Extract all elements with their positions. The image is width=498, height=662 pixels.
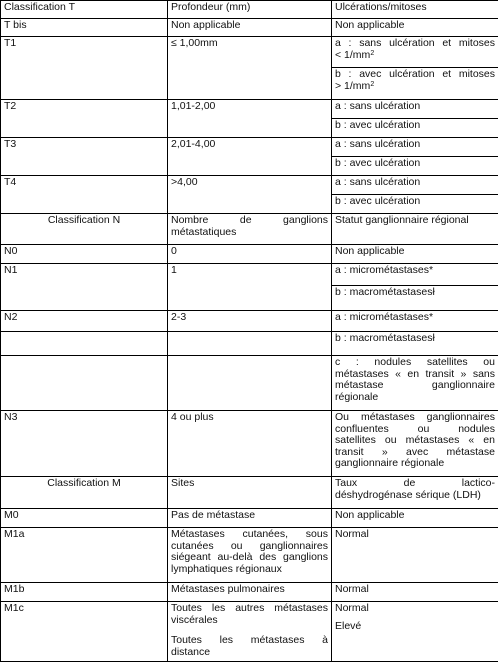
superscript: 2 — [370, 81, 374, 88]
status-line: c : nodules satellites ou — [335, 357, 495, 369]
table-row-m1b — [1, 583, 498, 602]
n-count: 2-3 — [168, 311, 332, 332]
n-header-row — [1, 214, 498, 245]
table-row-n0 — [1, 245, 498, 264]
m-ldh: Non applicable — [332, 509, 498, 528]
status-line-end — [335, 81, 495, 93]
m-label: M1a — [1, 528, 168, 583]
t-label: T1 — [1, 37, 168, 100]
table-row-n1a — [1, 264, 498, 286]
t-header-row — [1, 1, 498, 19]
n-label: N2 — [1, 311, 168, 332]
m-site — [168, 528, 332, 583]
m-site: Pas de métastase — [168, 509, 332, 528]
table-row-t1a — [1, 37, 498, 68]
n-count: 4 ou plus — [168, 411, 332, 477]
table-row-n2a — [1, 311, 498, 332]
header-line: Nombre de ganglions — [171, 215, 328, 227]
t-status-a: a : sans ulcération — [332, 176, 498, 195]
table-row-m0 — [1, 509, 498, 528]
table-row-t2a — [1, 100, 498, 119]
n-label: N0 — [1, 245, 168, 264]
status-line: métastase ganglionnaire — [335, 380, 495, 392]
t-depth: >4,00 — [168, 176, 332, 214]
ldh-value: Normal — [335, 602, 369, 614]
t-status-a: a : sans ulcération — [332, 138, 498, 157]
t-label: T3 — [1, 138, 168, 176]
n-header-status: Statut ganglionnaire régional — [332, 214, 498, 245]
n-status: Non applicable — [332, 245, 498, 264]
n-status-c — [332, 356, 498, 411]
m-header-ldh — [332, 477, 498, 509]
m-ldh: Normal — [332, 528, 498, 583]
n-header-count — [168, 214, 332, 245]
status-line: régionale — [335, 392, 495, 404]
t-label: T2 — [1, 100, 168, 138]
superscript: 2 — [370, 50, 374, 57]
m-header-sites: Sites — [168, 477, 332, 509]
n-header-classification: Classification N — [1, 214, 168, 245]
site-line: cutanées ou ganglionnaires — [171, 541, 328, 553]
status-line: satellites ou métastases « en — [335, 435, 495, 447]
table-row-m1c — [1, 602, 498, 662]
empty-cell — [1, 356, 168, 411]
m-label: M1c — [1, 602, 168, 662]
t-status-a: a : sans ulcération — [332, 100, 498, 119]
t-depth: 1,01-2,00 — [168, 100, 332, 138]
site-line: Métastases cutanées, sous — [171, 529, 328, 541]
status-line: a : sans ulcération et mitoses — [335, 38, 495, 50]
table-row-tbis — [1, 19, 498, 37]
table-row-n3 — [1, 411, 498, 477]
t-header-classification: Classification T — [1, 1, 168, 19]
t-status-b: b : avec ulcération — [332, 119, 498, 138]
t-label: T bis — [1, 19, 168, 37]
header-line: déshydrogénase sérique (LDH) — [335, 490, 495, 502]
empty-cell — [168, 356, 332, 411]
t-header-depth: Profondeur (mm) — [168, 1, 332, 19]
site-line: Toutes les métastases à — [171, 635, 328, 647]
t-header-ulcerations: Ulcérations/mitoses — [332, 1, 498, 19]
table-row-t4a — [1, 176, 498, 195]
n-status-a: a : micrométastases* — [332, 311, 498, 332]
status-text: < 1/mm — [335, 49, 370, 61]
site-line: viscérales — [171, 615, 328, 627]
header-line: métastatiques — [171, 227, 328, 239]
table-row-n2b — [1, 332, 498, 356]
table-row-t3a — [1, 138, 498, 157]
n-label: N3 — [1, 411, 168, 477]
n-count: 1 — [168, 264, 332, 311]
n-count: 0 — [168, 245, 332, 264]
t-depth: 2,01-4,00 — [168, 138, 332, 176]
m-site: Métastases pulmonaires — [168, 583, 332, 602]
t-depth: Non applicable — [168, 19, 332, 37]
t-status-b: b : avec ulcération — [332, 157, 498, 176]
m-site — [168, 602, 332, 662]
m-label: M0 — [1, 509, 168, 528]
empty-cell — [168, 332, 332, 356]
status-line: confluentes ou nodules — [335, 424, 495, 436]
n-status — [332, 411, 498, 477]
site-line: siégeant au-delà des ganglions — [171, 552, 328, 564]
site-line: Toutes les autres métastases — [171, 603, 328, 615]
t-status-a — [332, 37, 498, 68]
n-label: N1 — [1, 264, 168, 311]
status-line: Ou métastases ganglionnaires — [335, 412, 495, 424]
status-line: transit » avec métastase — [335, 447, 495, 459]
m-ldh: Normal — [332, 583, 498, 602]
site-line: lymphatiques régionaux — [171, 564, 328, 576]
table-row-n2c — [1, 356, 498, 411]
t-status-b — [332, 68, 498, 100]
m-label: M1b — [1, 583, 168, 602]
status-line: métastases « en transit » sans — [335, 369, 495, 381]
t-status: Non applicable — [332, 19, 498, 37]
n-status-b: b : macrométastasesł — [332, 286, 498, 311]
m-header-row — [1, 477, 498, 509]
n-status-a: a : micrométastases* — [332, 264, 498, 286]
t-status-b: b : avec ulcération — [332, 195, 498, 214]
site-line: distance — [171, 647, 328, 659]
status-text: > 1/mm — [335, 80, 370, 92]
m-header-classification: Classification M — [1, 477, 168, 509]
t-depth: ≤ 1,00mm — [168, 37, 332, 100]
empty-cell — [1, 332, 168, 356]
t-label: T4 — [1, 176, 168, 214]
n-status-b: b : macrométastasesł — [332, 332, 498, 356]
ldh-value: Elevé — [335, 620, 361, 632]
status-line-end — [335, 50, 495, 62]
m-ldh — [332, 602, 498, 662]
table-row-m1a — [1, 528, 498, 583]
status-line: ganglionnaire régionale — [335, 458, 495, 470]
header-line: Taux de lactico- — [335, 478, 495, 490]
status-line: b : avec ulcération et mitoses — [335, 69, 495, 81]
